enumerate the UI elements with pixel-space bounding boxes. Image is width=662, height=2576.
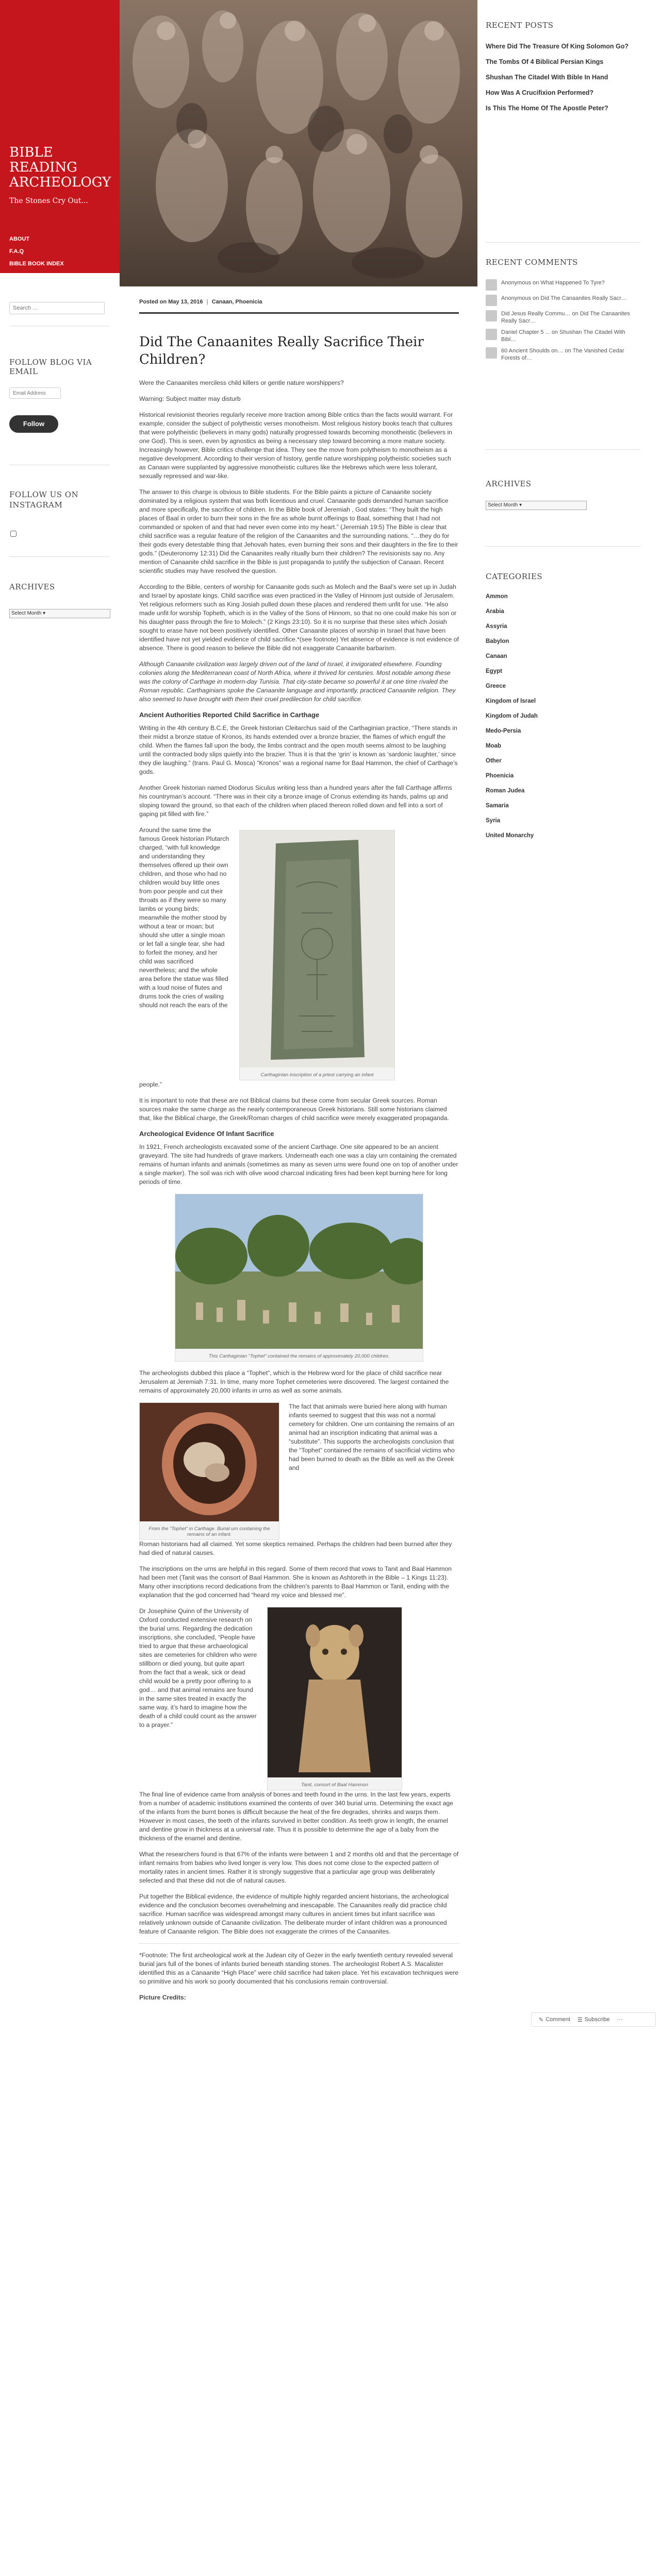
meta-separator: | [206,299,208,305]
comment-item[interactable] [486,279,640,291]
recent-posts-widget [486,21,640,120]
avatar [486,347,497,359]
post-title: Did The Canaanites Really Sacrifice Their Children? [139,334,424,367]
left-archives-title: ARCHIVES [9,582,55,591]
site-branding [0,0,120,232]
main-menu [0,231,120,273]
comment-text[interactable]: Daniel Chapter 5 ... on Shushan The Citadel With Bibl… [501,329,625,343]
figure-inscription [239,830,395,1080]
select-value: Select Month [11,611,42,616]
stone-relief-image [120,0,477,286]
inscription-stele-image [240,831,394,1067]
right-archives-select[interactable]: Select Month ▾ [486,501,587,510]
categories-widget [486,572,640,848]
paragraph: The archeologists dubbed this place a “Tophet”, which is the Hebrew word for the place of child sacrifice near Jerusalem at Jeremiah 7:31. In time, many more Tophet cemeteries were discovered. The largest contained the remains of approximately 20,000 infants in urns as well as some animals. [139,1369,449,1394]
text-column [289,1402,459,1480]
category-link[interactable]: Egypt [486,668,502,674]
category-link[interactable]: Greece [486,683,506,689]
more-icon[interactable]: ··· [617,2016,623,2023]
recent-post-link[interactable]: Where Did The Treasure Of King Solomon Go? [486,43,629,50]
comment-item[interactable] [486,329,640,343]
search-input[interactable] [9,302,105,314]
section-heading: Ancient Authorities Reported Child Sacrifice in Carthage [139,711,320,719]
category-link[interactable]: Ammon [486,594,508,600]
recent-comments-widget [486,258,640,366]
comment-text[interactable]: Did Jesus Really Commu… on Did The Canaanites Really Sacr… [501,311,630,324]
avatar [486,310,497,321]
select-value: Select Month [488,502,518,508]
comment-text[interactable]: Anonymous on What Happened To Tyre? [501,280,605,286]
paragraph: It is important to note that these are not Biblical claims but these come from secular Greek sources. Roman sources make the same charge as the nearly contemporaneous Greek historians. Still some historians claimed that, like the Biblical charge, the Greek/Roman charges of child sacrifice were merely exaggerated propaganda. [139,1097,449,1122]
burial-urn-image [140,1403,279,1521]
category-link[interactable]: Assyria [486,623,507,630]
post-intro: Were the Canaanites merciless child killers or gentle nature worshippers? [139,379,344,386]
divider [139,1943,459,1944]
subscribe-button[interactable]: Subscribe [584,2016,610,2023]
figure-caption: From the “Tophet” in Carthage. Burial urn containing the remains of an infant. [148,1526,270,1537]
post-warning: Warning: Subject matter may disturb [139,395,241,402]
divider [486,449,640,450]
figure-urn [139,1402,279,1540]
site-title[interactable]: BIBLE READING ARCHEOLOGY [9,145,111,190]
right-archives-title: ARCHIVES [486,479,532,488]
right-archives-widget [486,479,640,510]
divider [486,546,640,547]
comment-item[interactable] [486,310,640,325]
paragraph: The answer to this charge is obvious to Bible students. For the Bible paints a picture of Canaanite society dominated by a religious system that was both licentious and cruel. Canaanite gods demanded human sacrifice and more specifically, the sacrifice of children. In the Bible book of Jeremiah , God states: “They built the high places of Baal in order to burn their sons in the fire as whole burnt offerings to Baal, something that I had not commanded or spoken of and that had never even come into my heart.” (Jeremiah 19:5) The Bible is clear that child sacrifice was a regular feature of the religion of the Canaanites and the surrounding nations. “…they do for their gods every detestable thing that Jehovah hates, even burning their sons and their daughters in the fire to their gods.” (Deuteronomy 12:31) Did the Canaanites really ritually burn their children? The revisionists say no. Any mention of Canaanite child sacrifice in the Bible is just propaganda to justify the subjection of Canaan. Recent scientific studies may have resolved the question. [139,488,458,574]
paragraph: people.” [139,1081,162,1088]
menu-item-bible-book-index[interactable]: BIBLE BOOK INDEX [9,261,64,267]
figure-tophet [175,1194,423,1362]
category-link[interactable]: Phoenicia [486,773,514,779]
instagram-icon[interactable] [10,531,16,537]
text-column [139,1607,258,1737]
post-category[interactable]: Canaan, Phoenicia [211,299,262,305]
paragraph: Another Greek historian named Diodorus Siculus writing less than a hundred years after the fall Carthage affirms his countryman’s account. “There was in their city a bronze image of Cronus extending its hands, palms up and sloping toward the ground, so that each of the children when placed thereon rolled down and fell into a sort of gaping pit filled with fire.” [139,784,452,818]
recent-posts-title: RECENT POSTS [486,21,554,30]
post-date[interactable]: Posted on May 13, 2016 [139,299,203,305]
figure-tanit [267,1607,402,1790]
avatar [486,329,497,340]
divider [9,556,110,557]
comment-icon[interactable]: ✎ [539,2016,544,2023]
action-bar [531,2012,656,2027]
category-link[interactable]: Syria [486,818,501,824]
category-link[interactable]: Roman Judea [486,788,525,794]
category-link[interactable]: United Monarchy [486,833,534,839]
category-link[interactable]: Samaria [486,803,509,809]
recent-post-link[interactable]: Is This The Home Of The Apostle Peter? [486,105,608,112]
figure-caption: This Carthaginian “Tophet” contained the remains of approximately 20,000 children. [208,1353,390,1359]
section-heading: Archeological Evidence Of Infant Sacrifice [139,1130,274,1138]
category-link[interactable]: Babylon [486,638,509,645]
menu-item-faq[interactable]: F.A.Q [9,248,24,255]
figure-row [139,1402,459,1540]
paragraph: The fact that animals were buried here along with human infants seemed to suggest that this was not a normal cemetery for children. One urn containing the remains of an animal had an inscription indicating that animal was a “substitute”. This supports the archeologists conclusion that the “Tophet” contained the remains of sacrificial victims who had been burned to death as the Bible as well as the Greek and [289,1403,455,1471]
paragraph: What the researchers found is that 67% of the infants were between 1 and 2 months old and that the percentage of infant remains from babies who lived longer is very low. This does not come close to the expected pattern of mortality rates in ancient times. Rather it is strongly suggestive that a particular age group was deliberately selected and that these did not die of natural causes. [139,1851,459,1884]
paragraph: Writing in the 4th century B.C.E, the Greek historian Cleitarchus said of the Carthaginian practice, “There stands in their midst a bronze statue of Kronos, its hands extended over a bronze brazier, the flames of which engulf the child. When the flames fall upon the body, the limbs contract and the open mouth seems almost to be laughing until the contracted body slips quietly into the brazier. Thus it is that the ‘grin’ is known as ‘sardonic laughter,’ since they die laughing.” (trans. Paul G. Mosca) “Kronos” was a regional name for Baal Hammon, the chief of Carthage’s gods. [139,724,458,775]
post-article [139,299,459,2009]
comment-text[interactable]: 60 Ancient Shoulds on… on The Vanished Cedar Forests of… [501,348,624,361]
tophet-site-image [175,1194,423,1349]
figure-row [139,826,459,1080]
comment-item[interactable] [486,295,640,306]
category-link[interactable]: Arabia [486,608,504,615]
email-field[interactable] [9,387,61,399]
comment-button[interactable]: Comment [545,2016,570,2023]
figure-caption: Carthaginian inscription of a priest carrying an infant [260,1072,374,1078]
recent-post-link[interactable]: The Tombs Of 4 Biblical Persian Kings [486,58,604,65]
meta-divider [139,312,459,314]
category-link[interactable]: Medo-Persia [486,728,521,734]
site-tagline: The Stones Cry Out... [9,197,88,205]
paragraph: Historical revisionist theories regularly receive more traction among Bible critics than the facts would warrant. For example, consider the subject of polytheistic verses monotheism. Most religious history books teach that cultures that were polytheistic (believers in many gods) naturally progressed towards becoming monotheistic (believers in one God). This is seen, even by agnostics as being a necessary step toward becoming a more mature society. Increasingly however, Bible critics challenge that idea. They see the move from polytheism to monotheism as a negative development. According to their version of history, gentle nature worshipping polytheistic societies such as Canaan were supplanted by aggressive monotheistic cultures like the Hebrews which were less tolerant, sexually repressed and war-like. [139,411,453,480]
figure-row [139,1607,459,1790]
menu-item-about[interactable]: ABOUT [9,236,30,242]
picture-credits: Picture Credits: [139,1994,186,2001]
paragraph: The inscriptions on the urns are helpful in this regard. Some of them record that vows to Tanit and Baal Hammon had been met (Tanit was the consort of Baal Hammon. She is known as Ashtoreth in the Bible – 1 Kings 11:23). Many other inscriptions record dedications from the children’s parents to Baal Hammon or Tanit, ending with the explanation that the god concerned had “heard my voice and blessed me”. [139,1565,452,1599]
comment-item[interactable] [486,347,640,362]
instagram-title: FOLLOW US ON INSTAGRAM [9,490,79,510]
paragraph: In 1921, French archeologists excavated some of the ancient Carthage. One site appeared to be an ancient graveyard. The site had hundreds of grave markers. Underneath each one was a clay urn containing the cremated remains of human infants and animals (sometimes as many as seven urns were found one on top of another under a single marker). The soil was rich with olive wood charcoal indicating fires had been kept burning here for long periods of time. [139,1143,458,1185]
category-link[interactable]: Other [486,758,502,764]
figure-caption: Tanit, consort of Baal Hammon [301,1782,369,1788]
category-link[interactable]: Kingdom of Judah [486,713,538,719]
paragraph: Around the same time the famous Greek historian Plutarch charged, “with full knowledge and understanding they themselves offered up their own children, and those who had no children would buy little ones from poor people and cut their throats as if they were so many lambs or young birds; meanwhile the mother stood by without a tear or moan; but should she utter a single moan or let fall a single tear, she had to forfeit the money, and her child was sacrificed nevertheless; and the whole area before the statue was filled with a loud noise of flutes and drums took the cries of wailing should not reach the ears of the [139,826,229,1009]
follow-button[interactable]: Follow [9,415,58,433]
paragraph: The final line of evidence came from analysis of bones and teeth found in the urns. In the last few years, experts from a number of academic institutions examined the contents of over 340 burial urns. Determining the exact age of the infants from the burnt bones is difficult because the heat of the fire degrades, shrinks and warps them. However in most cases, the teeth of the infants survived in better condition. As teeth grow in length, the enamel and dentine grow in thickness at a universal rate. Thus it is possible to determine the age of a baby from the thickness of the enamel and dentine. [139,1791,454,1842]
paragraph: Dr Josephine Quinn of the University of Oxford conducted extensive research on the burial urns. Regarding the dedication inscriptions, she concluded, “People have tried to argue that these archaeological sites are cemeteries for children who were stillborn or died young, but quite apart from the fact that a weak, sick or dead child would be a pretty poor offering to a god… and that animal remains are found in the same sites treated in exactly the same way, it’s hard to imagine how the death of a child could count as the answer to a prayer.” [139,1607,257,1728]
header-image [120,0,477,286]
paragraph: According to the Bible, centers of worship for Canaanite gods such as Molech and the Baal’s were set up in Judah and Israel by apostate kings. Child sacrifice was even practiced in the Valley of Hinnom just outside of Jerusalem. Yet religious reformers such as King Josiah pulled down these places and rendered them unfit for use. “He also made unfit for worship Topheth, which is in the Valley of the Sons of Hinnom, so that no one could make his son or his daughter pass through the fire to Molech.” (2 Kings 23:10). So it is no surprise that these sites which Josiah sought to erase have not been positively identified. Other Canaanite places of worship in Israel that have been identified have not yet yielded evidence of child sacrifice.*(see footnote) Yet absence of evidence is not evidence of absence. There is good reason to believe the Bible did not exaggerate Canaanite barbarism. [139,583,459,652]
follow-email-title: FOLLOW BLOG VIA EMAIL [9,358,92,376]
avatar [486,295,497,306]
category-link[interactable]: Moab [486,743,502,749]
post-meta [139,299,459,305]
divider [486,242,640,243]
categories-title: CATEGORIES [486,572,543,581]
paragraph: Roman historians had all claimed. Yet some skeptics remained. Perhaps the children had been burned after they had died of natural causes. [139,1540,452,1556]
recent-comments-title: RECENT COMMENTS [486,258,578,267]
footnote: *Footnote: The first archeological work at the Judean city of Gezer in the early twentieth century revealed several burial jars full of the bones of infants buried beneath standing stones. The archeologist Robert A.S. Macalister identified this as a Canaanite “High Place” were child sacrifice had taken place. Yet his excavation techniques were so primitive and his work so poorly documented that his conclusions remain controversial. [139,1952,459,1985]
avatar [486,279,497,291]
tanit-figurine-image [268,1607,402,1777]
recent-post-link[interactable]: How Was A Crucifixion Performed? [486,89,594,96]
recent-post-link[interactable]: Shushan The Citadel With Bible In Hand [486,74,608,81]
paragraph: Put together the Biblical evidence, the evidence of multiple highly regarded ancient historians, the archeological evidence and the conclusion becomes overwhelming and inescapable. The Canaanites really did practice child sacrifice. Human sacrifice was widespread amongst many cultures in ancient times but infant sacrifice was relatively unknown outside of Canaanite civilization. The deliberate murder of infant children was a pronounced feature of Canaanite religion. The Bible does not exaggerate the crimes of the Canaanites. [139,1893,449,1935]
subscribe-icon[interactable]: ☰ [577,2016,583,2023]
comment-text[interactable]: Anonymous on Did The Canaanites Really Sacr… [501,295,627,301]
left-sidebar [0,0,120,2576]
left-archives-select[interactable]: Select Month ▾ [9,609,110,618]
category-link[interactable]: Kingdom of Israel [486,698,536,704]
category-link[interactable]: Canaan [486,653,507,659]
paragraph: Although Canaanite civilization was largely driven out of the land of Israel, it invigorated elsewhere. Founding colonies along the Mediterranean coast of North Africa, where it thrived for centuries. Most notable among these was the colony of Carthage in modern-day Tunisia. That city-state became so powerful it at one time rivaled the Roman republic. Carthaginians spoke the Canaanite language and importantly, practiced Canaanite religion. They also seemed to have brought with them their cruel predilection for child sacrifice. [139,660,456,703]
text-column [139,826,231,1017]
